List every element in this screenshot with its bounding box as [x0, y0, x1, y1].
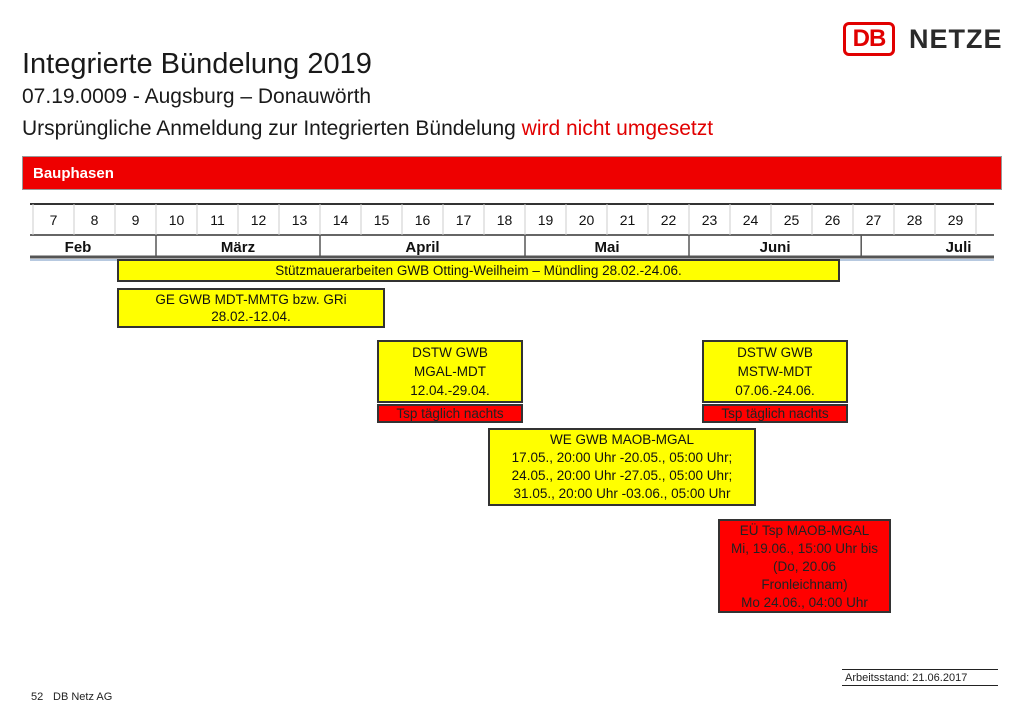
- week-label-23: 23: [701, 212, 718, 228]
- week-label-26: 26: [824, 212, 841, 228]
- dstw-mstw-tsp-box: Tsp täglich nachts: [702, 404, 848, 423]
- week-label-19: 19: [537, 212, 554, 228]
- status-text: Ursprüngliche Anmeldung zur Integrierten Bündelung: [22, 117, 516, 140]
- week-label-27: 27: [865, 212, 882, 228]
- month-label-Juni: Juni: [759, 239, 791, 256]
- week-label-29: 29: [947, 212, 964, 228]
- week-label-10: 10: [168, 212, 185, 228]
- month-label-Feb: Feb: [64, 239, 92, 256]
- week-label-20: 20: [578, 212, 595, 228]
- week-label-21: 21: [619, 212, 636, 228]
- we-gwb-line3: 24.05., 20:00 Uhr -27.05., 05:00 Uhr;: [511, 468, 733, 483]
- dstw-mgal-line2: MGAL-MDT: [414, 364, 486, 379]
- status-line: [22, 116, 713, 141]
- eu-tsp-line3: (Do, 20.06: [772, 559, 837, 574]
- stuetzmauer-box: Stützmauerarbeiten GWB Otting-Weilheim – Mündling 28.02.-24.06.: [117, 259, 840, 282]
- eu-tsp-line1: EÜ Tsp MAOB-MGAL: [739, 523, 870, 538]
- week-label-15: 15: [373, 212, 390, 228]
- status-rule-top: [842, 669, 998, 670]
- status-highlight: wird nicht umgesetzt: [521, 117, 714, 140]
- week-label-28: 28: [906, 212, 923, 228]
- week-label-18: 18: [496, 212, 513, 228]
- week-label-13: 13: [291, 212, 308, 228]
- dstw-mgal-line3: 12.04.-29.04.: [410, 383, 490, 398]
- db-logo-mark: DB: [843, 22, 895, 56]
- month-label-April: April: [405, 239, 440, 256]
- week-label-9: 9: [131, 212, 140, 228]
- netze-logo-text: NETZE: [909, 23, 1003, 54]
- dstw-mgal-box: [377, 340, 523, 403]
- dstw-mstw-line1: DSTW GWB: [737, 345, 813, 360]
- we-gwb-line1: WE GWB MAOB-MGAL: [549, 432, 694, 447]
- we-gwb-box: [488, 428, 756, 506]
- eu-tsp-box: [718, 519, 891, 613]
- db-netze-logo: [843, 20, 1003, 58]
- eu-tsp-line2: Mi, 19.06., 15:00 Uhr bis: [730, 541, 879, 556]
- week-label-24: 24: [742, 212, 759, 228]
- week-label-12: 12: [250, 212, 267, 228]
- section-bar-bauphasen: Bauphasen: [22, 156, 1002, 190]
- eu-tsp-line4: Fronleichnam): [761, 577, 848, 592]
- company-name: DB Netz AG: [53, 691, 113, 703]
- status-rule-bottom: [842, 685, 998, 686]
- dstw-mgal-line1: DSTW GWB: [412, 345, 488, 360]
- we-gwb-line4: 31.05., 20:00 Uhr -03.06., 05:00 Uhr: [513, 486, 731, 501]
- project-subtitle: 07.19.0009 - Augsburg – Donauwörth: [22, 85, 372, 108]
- dstw-mgal-tsp-box: Tsp täglich nachts: [377, 404, 523, 423]
- week-label-14: 14: [332, 212, 349, 228]
- week-label-22: 22: [660, 212, 677, 228]
- arbeitsstand-label: Arbeitsstand: 21.06.2017: [845, 672, 968, 684]
- week-label-17: 17: [455, 212, 472, 228]
- timeline: [30, 203, 994, 261]
- eu-tsp-line5: Mo 24.06., 04:00 Uhr: [741, 595, 868, 610]
- page-title: Integrierte Bündelung 2019: [22, 48, 372, 80]
- week-label-7: 7: [49, 212, 58, 228]
- week-label-16: 16: [414, 212, 431, 228]
- dstw-mstw-box: [702, 340, 848, 403]
- month-label-März: März: [220, 239, 256, 256]
- page-number: 52: [31, 691, 44, 703]
- week-label-8: 8: [90, 212, 99, 228]
- ge-gwb-box: [117, 288, 385, 328]
- ge-gwb-line2: 28.02.-12.04.: [211, 309, 291, 324]
- month-label-Mai: Mai: [594, 239, 620, 256]
- month-label-Juli: Juli: [945, 239, 972, 256]
- we-gwb-line2: 17.05., 20:00 Uhr -20.05., 05:00 Uhr;: [511, 450, 733, 465]
- ge-gwb-line1: GE GWB MDT-MMTG bzw. GRi: [155, 292, 347, 307]
- week-label-25: 25: [783, 212, 800, 228]
- dstw-mstw-line2: MSTW-MDT: [737, 364, 813, 379]
- week-label-11: 11: [210, 212, 225, 228]
- dstw-mstw-line3: 07.06.-24.06.: [735, 383, 815, 398]
